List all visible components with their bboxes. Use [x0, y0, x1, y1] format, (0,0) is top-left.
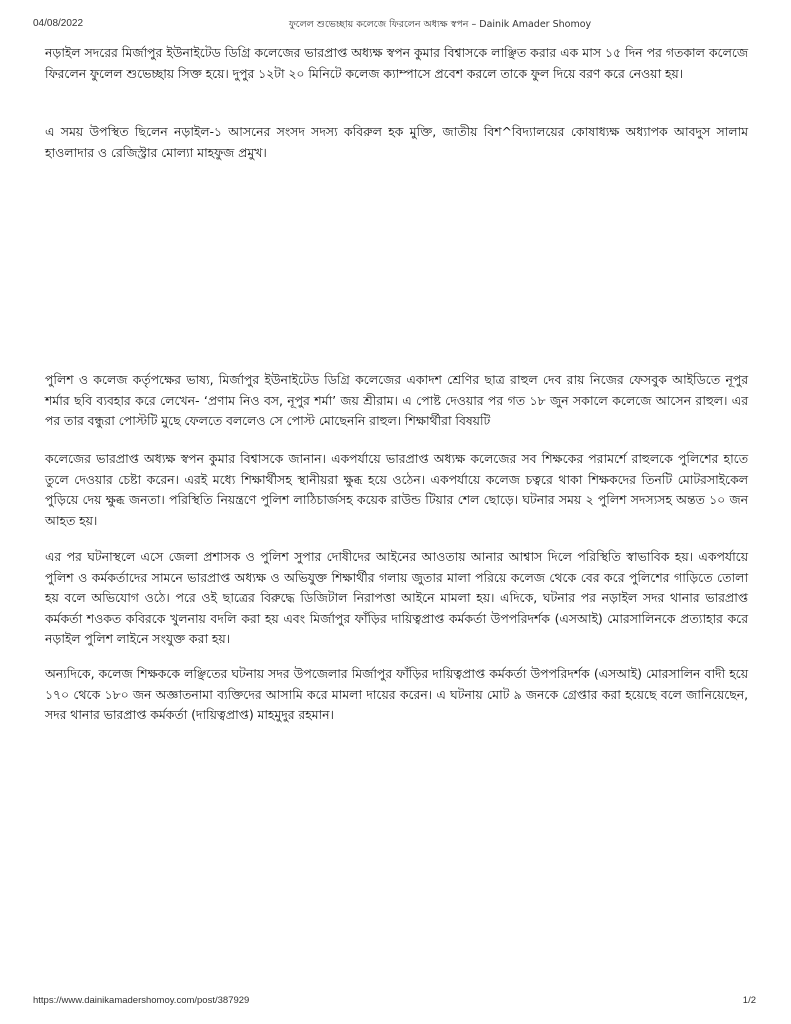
blank-media-area: [45, 170, 748, 365]
article-paragraph-6: অন্যদিকে, কলেজ শিক্ষককে লঞ্ছিতের ঘটনায় সদর উপজেলার মির্জাপুর ফাঁড়ির দায়িত্বপ্রাপ্ত কর্মকর্তা উপপরিদর্শক (এসআই) মোরসালিন বাদী হয়ে ১৭০ থেকে ১৮০ জন অজ্ঞাতনামা ব্যক্তিদের আসামি করে মামলা দায়ের করেন। এ ঘটনায় মোট ৯ জনকে গ্রেপ্তার করা হয়েছে বলে জানিয়েছেন, সদর থানার ভারপ্রাপ্ত কর্মকর্তা (দায়িত্বপ্রাপ্ত) মাহমুদুর রহমান।: [45, 666, 748, 722]
article-paragraph-5: এর পর ঘটনাস্থলে এসে জেলা প্রশাসক ও পুলিশ সুপার দোষীদের আইনের আওতায় আনার আশ্বাস দিলে পরিস্থিতি স্বাভাবিক হয়। একপর্যায়ে পুলিশ ও কর্মকর্তাদের সামনে ভারপ্রাপ্ত অধ্যক্ষ ও অভিযুক্ত শিক্ষার্থীর গলায় জুতার মালা পরিয়ে কলেজ থেকে বের করে পুলিশের গাড়িতে তোলা হয় বলে অভিযোগ ওঠে। পরে ওই ছাত্রের বিরুদ্ধে ডিজিটাল নিরাপত্তা আইনে মামলা হয়। এদিকে, ঘটনার পর নড়াইল সদর থানার ভারপ্রাপ্ত কর্মকর্তা শওকত কবিরকে খুলনায় বদলি করা হয় এবং মির্জাপুর ফাঁড়ির দায়িত্বপ্রাপ্ত কর্মকর্তা উপপরিদর্শক (এসআই) মোরসালিনকে প্রত্যাহার করে নড়াইল পুলিশ লাইনে সংযুক্ত করা হয়।: [45, 549, 748, 646]
page-number: 1/2: [742, 995, 756, 1006]
footer-url: https://www.dainikamadershomoy.com/post/387929: [33, 995, 250, 1006]
article-paragraph-3: পুলিশ ও কলেজ কর্তৃপক্ষের ভাষ্য, মির্জাপুর ইউনাইটেড ডিগ্রি কলেজের একাদশ শ্রেণির ছাত্র রাহুল দেব রায় নিজের ফেসবুক আইডিতে নূপুর শর্মার ছবি ব্যবহার করে লেখেন- ‘প্রণাম নিও বস, নূপুর শর্মা’ জয় শ্রীরাম। এ পোষ্ট দেওয়ার পর গত ১৮ জুন সকালে কলেজে আসেন রাহুল। এর পর তার বন্ধুরা পোস্টটি মুছে ফেলতে বললেও সে পোস্ট মোছেননি রাহুল। শিক্ষার্থীরা বিষয়টি: [45, 372, 748, 428]
page-title: ফুলেল শুভেচ্ছায় কলেজে ফিরলেন অধ্যক্ষ স্বপন – Dainik Amader Shomoy: [288, 19, 592, 30]
article-paragraph-4: কলেজের ভারপ্রাপ্ত অধ্যক্ষ স্বপন কুমার বিশ্বাসকে জানান। একপর্যায়ে ভারপ্রাপ্ত অধ্যক্ষ কলেজের সব শিক্ষকের পরামর্শে রাহুলকে পুলিশের হাতে তুলে দেওয়ার চেষ্টা করেন। এরই মধ্যে শিক্ষার্থীসহ স্থানীয়রা ক্ষুব্ধ হয়ে ওঠেন। একপর্যায়ে কলেজ চত্বরে থাকা শিক্ষকদের তিনটি মোটরসাইকেল পুড়িয়ে দেয় ক্ষুব্ধ জনতা। পরিস্থিতি নিয়ন্ত্রণে পুলিশ লাঠিচার্জসহ কয়েক রাউন্ড টিয়ার শেল ছোড়ে। ঘটনার সময় ২ পুলিশ সদস্যসহ অন্তত ১০ জন আহত হয়।: [45, 451, 748, 528]
print-date: 04/08/2022: [33, 18, 84, 29]
article-paragraph-1: নড়াইল সদরের মির্জাপুর ইউনাইটেড ডিগ্রি কলেজের ভারপ্রাপ্ত অধ্যক্ষ স্বপন কুমার বিশ্বাসকে লাঞ্ছিত করার এক মাস ১৫ দিন পর গতকাল কলেজে ফিরলেন ফুলেল শুভেচ্ছায় সিক্ত হয়ে। দুপুর ১২টা ২০ মিনিটে কলেজ ক্যাম্পাসে প্রবেশ করলে তাকে ফুল দিয়ে বরণ করে নেওয়া হয়।: [45, 45, 748, 81]
print-header: [0, 18, 791, 34]
article-paragraph-2: এ সময় উপস্থিত ছিলেন নড়াইল-১ আসনের সংসদ সদস্য কবিরুল হক মুক্তি, জাতীয় বিশ^বিদ্যালয়ের কোষাধ্যক্ষ অধ্যাপক আবদুস সালাম হাওলাদার ও রেজিস্ট্রার মোল্যা মাহফুজ প্রমুখ।: [45, 124, 748, 160]
